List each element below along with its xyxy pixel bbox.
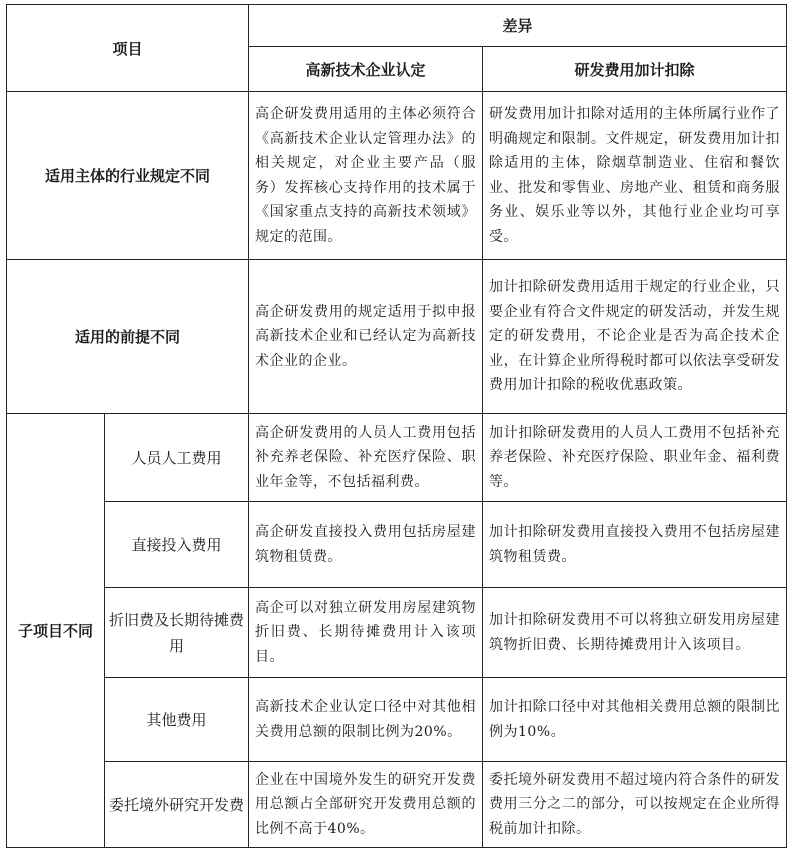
subitem-name: 折旧费及长期待摊费用 xyxy=(105,588,249,678)
row-cell-high-tech: 高企可以对独立研发用房屋建筑物折旧费、长期待摊费用计入该项目。 xyxy=(249,588,483,678)
row-cell-super-deduction: 研发费用加计扣除对适用的主体所属行业作了明确规定和限制。文件规定，研发费用加计扣除适用的主体，除烟草制造业、住宿和餐饮业、批发和零售业、房地产业、租赁和商务服务业、娱乐业等以外，其他行业企业均可享受。 xyxy=(483,92,787,260)
row-cell-super-deduction: 加计扣除研发费用不可以将独立研发用房屋建筑物折旧费、长期待摊费用计入该项目。 xyxy=(483,588,787,678)
row-category-subitems: 子项目不同 xyxy=(7,414,105,848)
subitem-name: 人员人工费用 xyxy=(105,414,249,502)
table-row xyxy=(7,92,787,260)
subitem-name: 直接投入费用 xyxy=(105,502,249,588)
table-row xyxy=(7,414,787,502)
row-cell-super-deduction: 加计扣除研发费用适用于规定的行业企业，只要企业有符合文件规定的研发活动，并发生规定的研发费用，不论企业是否为高企技术企业，在计算企业所得税时都可以依法享受研发费用加计扣除的税收优惠政策。 xyxy=(483,260,787,414)
table-row xyxy=(7,588,787,678)
comparison-table xyxy=(6,4,787,848)
table-row xyxy=(7,502,787,588)
row-cell-high-tech: 企业在中国境外发生的研究开发费用总额占全部研究开发费用总额的比例不高于40%。 xyxy=(249,762,483,848)
row-cell-high-tech: 高企研发费用的人员人工费用包括补充养老保险、补充医疗保险、职业年金等，不包括福利费。 xyxy=(249,414,483,502)
row-category: 适用的前提不同 xyxy=(7,260,249,414)
header-col-high-tech: 高新技术企业认定 xyxy=(249,47,483,92)
row-cell-high-tech: 高新技术企业认定口径中对其他相关费用总额的限制比例为20%。 xyxy=(249,678,483,762)
header-col-super-deduction: 研发费用加计扣除 xyxy=(483,47,787,92)
row-cell-high-tech: 高企研发费用的规定适用于拟申报高新技术企业和已经认定为高新技术企业的企业。 xyxy=(249,260,483,414)
header-difference: 差异 xyxy=(249,5,787,47)
header-item: 项目 xyxy=(7,5,249,92)
row-cell-super-deduction: 加计扣除口径中对其他相关费用总额的限制比例为10%。 xyxy=(483,678,787,762)
table-row xyxy=(7,762,787,848)
comparison-table-wrapper xyxy=(6,4,786,846)
table-row xyxy=(7,678,787,762)
row-cell-super-deduction: 加计扣除研发费用的人员人工费用不包括补充养老保险、补充医疗保险、职业年金、福利费等。 xyxy=(483,414,787,502)
table-row xyxy=(7,260,787,414)
row-cell-high-tech: 高企研发直接投入费用包括房屋建筑物租赁费。 xyxy=(249,502,483,588)
subitem-name: 其他费用 xyxy=(105,678,249,762)
row-cell-high-tech: 高企研发费用适用的主体必须符合《高新技术企业认定管理办法》的相关规定，对企业主要产品（服务）发挥核心支持作用的技术属于《国家重点支持的高新技术领域》规定的范围。 xyxy=(249,92,483,260)
row-cell-super-deduction: 加计扣除研发费用直接投入费用不包括房屋建筑物租赁费。 xyxy=(483,502,787,588)
row-category: 适用主体的行业规定不同 xyxy=(7,92,249,260)
subitem-name: 委托境外研究开发费 xyxy=(105,762,249,848)
row-cell-super-deduction: 委托境外研发费用不超过境内符合条件的研发费用三分之二的部分，可以按规定在企业所得税前加计扣除。 xyxy=(483,762,787,848)
